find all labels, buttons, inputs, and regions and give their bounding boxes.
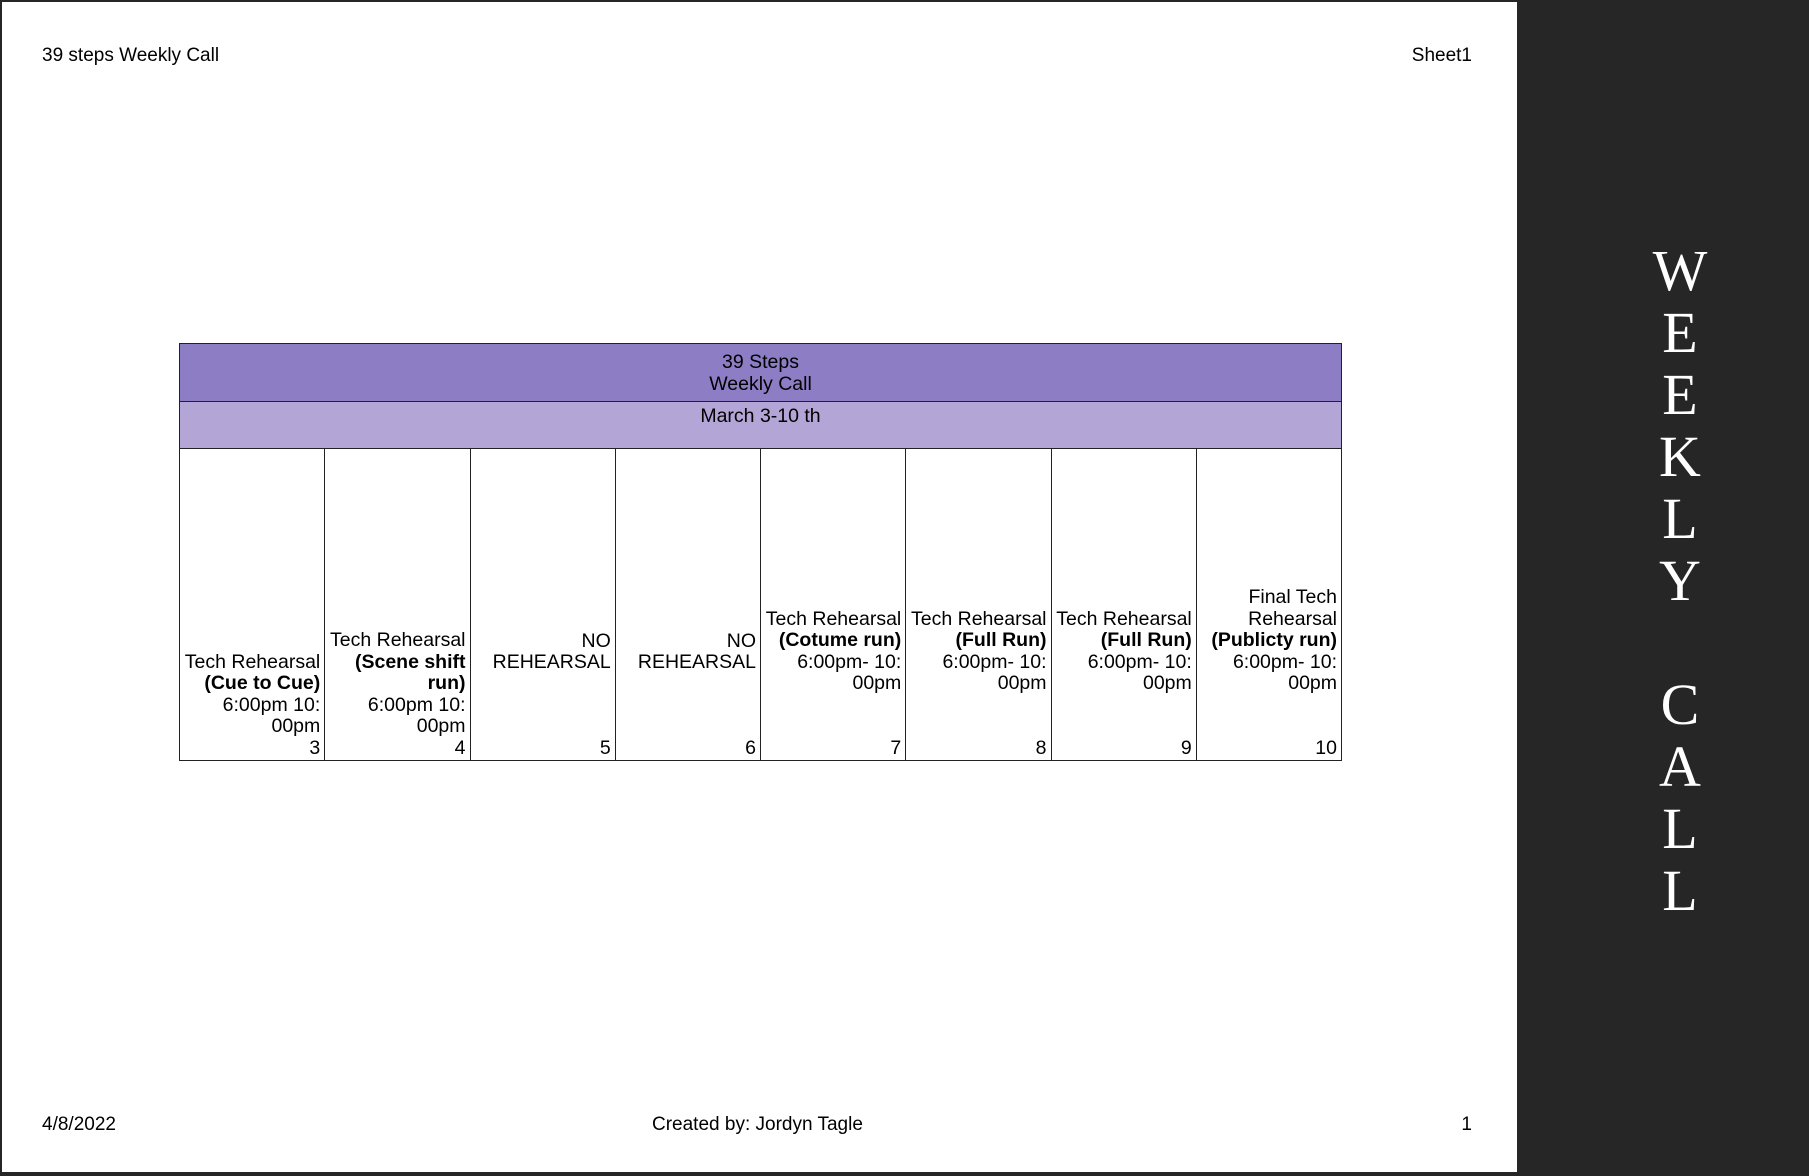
banner-word-call	[1640, 674, 1720, 922]
day-run-type: (Cotume run)	[778, 629, 902, 651]
day-activity: NO	[581, 629, 611, 652]
day-number: 4	[454, 736, 466, 759]
day-run-type: (Full Run)	[955, 629, 1047, 651]
day-run-type: (Full Run)	[1100, 629, 1192, 651]
banner-letter: Y	[1659, 548, 1701, 613]
day-time: 00pm	[1288, 672, 1337, 694]
day-activity: REHEARSAL	[637, 651, 756, 673]
day-number: 9	[1180, 736, 1192, 759]
day-run-type: (Scene shift	[354, 650, 466, 673]
day-cell	[470, 449, 615, 761]
day-activity: Tech Rehearsal	[330, 629, 466, 651]
day-time: 00pm	[852, 672, 902, 694]
days-row	[180, 449, 1342, 761]
day-run-type: run)	[427, 672, 466, 694]
day-cell	[1196, 449, 1341, 761]
day-time: 00pm	[997, 672, 1047, 694]
day-time: 00pm	[1142, 672, 1192, 694]
created-by: Created by: Jordyn Tagle	[652, 1114, 863, 1135]
day-number: 6	[745, 736, 756, 759]
banner-letter: L	[1662, 858, 1698, 923]
document-title: 39 steps Weekly Call	[42, 45, 220, 66]
day-number: 5	[599, 736, 611, 759]
day-run-type: (Cue to Cue)	[204, 672, 321, 694]
banner-word-weekly	[1640, 240, 1720, 612]
banner-letter: A	[1659, 734, 1701, 799]
banner-letter: L	[1662, 486, 1698, 551]
day-activity: Tech Rehearsal	[184, 650, 321, 673]
print-date: 4/8/2022	[42, 1114, 116, 1135]
date-range-cell: March 3-10 th	[180, 402, 1342, 449]
banner-letter: L	[1662, 796, 1698, 861]
day-activity: Tech Rehearsal	[765, 607, 902, 630]
day-time: 00pm	[271, 715, 321, 737]
day-time: 6:00pm- 10:	[1087, 650, 1192, 673]
day-number: 3	[309, 736, 321, 759]
day-cell	[1051, 449, 1196, 761]
banner-letter: K	[1659, 424, 1701, 489]
day-time: 00pm	[416, 715, 466, 737]
weekly-call-banner	[1640, 240, 1720, 922]
day-time: 6:00pm- 10:	[1232, 650, 1337, 673]
table-title-line2: Weekly Call	[709, 372, 812, 395]
table-title-line1: 39 Steps	[722, 350, 799, 373]
banner-letter: W	[1652, 238, 1708, 303]
banner-letter: C	[1660, 672, 1700, 737]
day-run-type: (Publicty run)	[1211, 629, 1337, 651]
day-cell	[906, 449, 1051, 761]
day-activity: Final Tech	[1248, 586, 1337, 608]
day-cell	[180, 449, 325, 761]
day-time: 6:00pm- 10:	[942, 650, 1047, 673]
day-activity: Tech Rehearsal	[1056, 607, 1192, 630]
day-activity: Tech Rehearsal	[911, 607, 1047, 630]
day-time: 6:00pm 10:	[222, 693, 321, 716]
day-time: 6:00pm 10:	[367, 693, 466, 716]
day-time: 6:00pm- 10:	[797, 650, 902, 673]
day-number: 7	[890, 736, 902, 759]
page-number: 1	[1461, 1114, 1472, 1135]
table-title-cell	[180, 344, 1342, 402]
banner-letter: E	[1662, 362, 1698, 427]
day-cell	[761, 449, 906, 761]
day-activity: REHEARSAL	[492, 651, 611, 673]
day-cell	[615, 449, 760, 761]
day-number: 8	[1035, 736, 1047, 759]
day-cell	[325, 449, 470, 761]
day-number: 10	[1315, 736, 1337, 759]
day-activity: Rehearsal	[1248, 607, 1337, 630]
sheet-name: Sheet1	[1411, 45, 1472, 66]
spreadsheet-page	[2, 2, 1517, 1172]
day-activity: NO	[726, 629, 756, 652]
banner-letter: E	[1662, 300, 1698, 365]
weekly-call-table	[179, 343, 1342, 761]
